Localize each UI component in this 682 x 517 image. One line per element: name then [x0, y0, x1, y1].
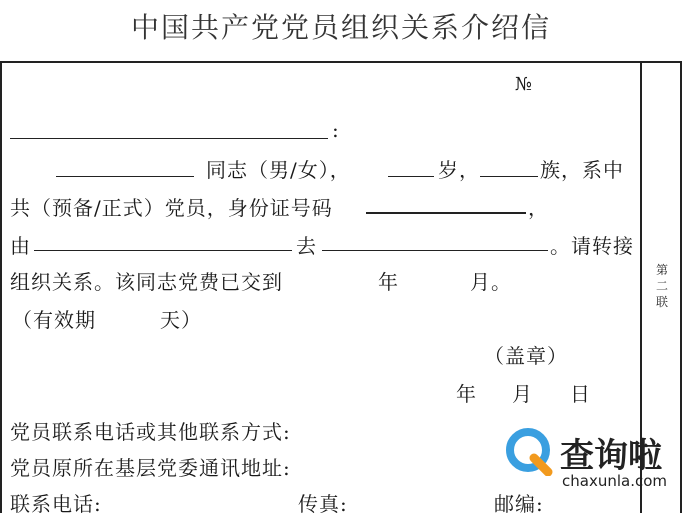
validity-open-text: （有效期 [12, 308, 96, 332]
from-blank[interactable] [34, 250, 292, 251]
id-comma: ， [528, 196, 549, 220]
dues-month-label: 月。 [470, 270, 512, 294]
dues-paid-text: 组织关系。该同志党费已交到 [10, 270, 283, 294]
to-label: 去 [296, 234, 317, 258]
ethnicity-text: 族，系中 [540, 158, 624, 182]
number-label: № [515, 74, 533, 95]
age-text: 岁， [438, 158, 480, 182]
party-member-text: 共（预备/正式）党员，身份证号码 [10, 196, 333, 220]
transfer-request-text: 。请转接 [550, 234, 634, 258]
original-address-label: 党员原所在基层党委通讯地址: [10, 456, 291, 480]
dues-year-label: 年 [378, 270, 399, 294]
from-label: 由 [10, 234, 31, 258]
form-border-left [0, 61, 2, 513]
stub-label: 第二联 [655, 263, 668, 309]
form-border-top [0, 61, 682, 63]
name-blank[interactable] [56, 176, 194, 177]
fax-label: 传真: [298, 492, 348, 516]
watermark-brand: 查询啦 [560, 436, 662, 476]
phone-label: 联系电话: [10, 492, 102, 516]
comrade-gender-text: 同志（男/女）， [206, 158, 351, 182]
ethnicity-blank[interactable] [480, 176, 538, 177]
id-number-blank[interactable] [366, 212, 526, 214]
page-title: 中国共产党党员组织关系介绍信 [130, 11, 551, 44]
recipient-colon: : [332, 118, 340, 142]
age-blank[interactable] [388, 176, 434, 177]
validity-close-text: 天） [160, 308, 202, 332]
recipient-blank[interactable] [10, 138, 328, 139]
date-day-label: 日 [570, 382, 591, 406]
postcode-label: 邮编: [494, 492, 544, 516]
date-year-label: 年 [456, 382, 477, 406]
date-month-label: 月 [512, 382, 533, 406]
seal-label: （盖章） [484, 344, 568, 368]
contact-method-label: 党员联系电话或其他联系方式: [10, 420, 291, 444]
watermark-domain: chaxunla.com [562, 472, 667, 490]
magnifier-logo-icon [504, 426, 554, 476]
to-blank[interactable] [322, 250, 548, 251]
